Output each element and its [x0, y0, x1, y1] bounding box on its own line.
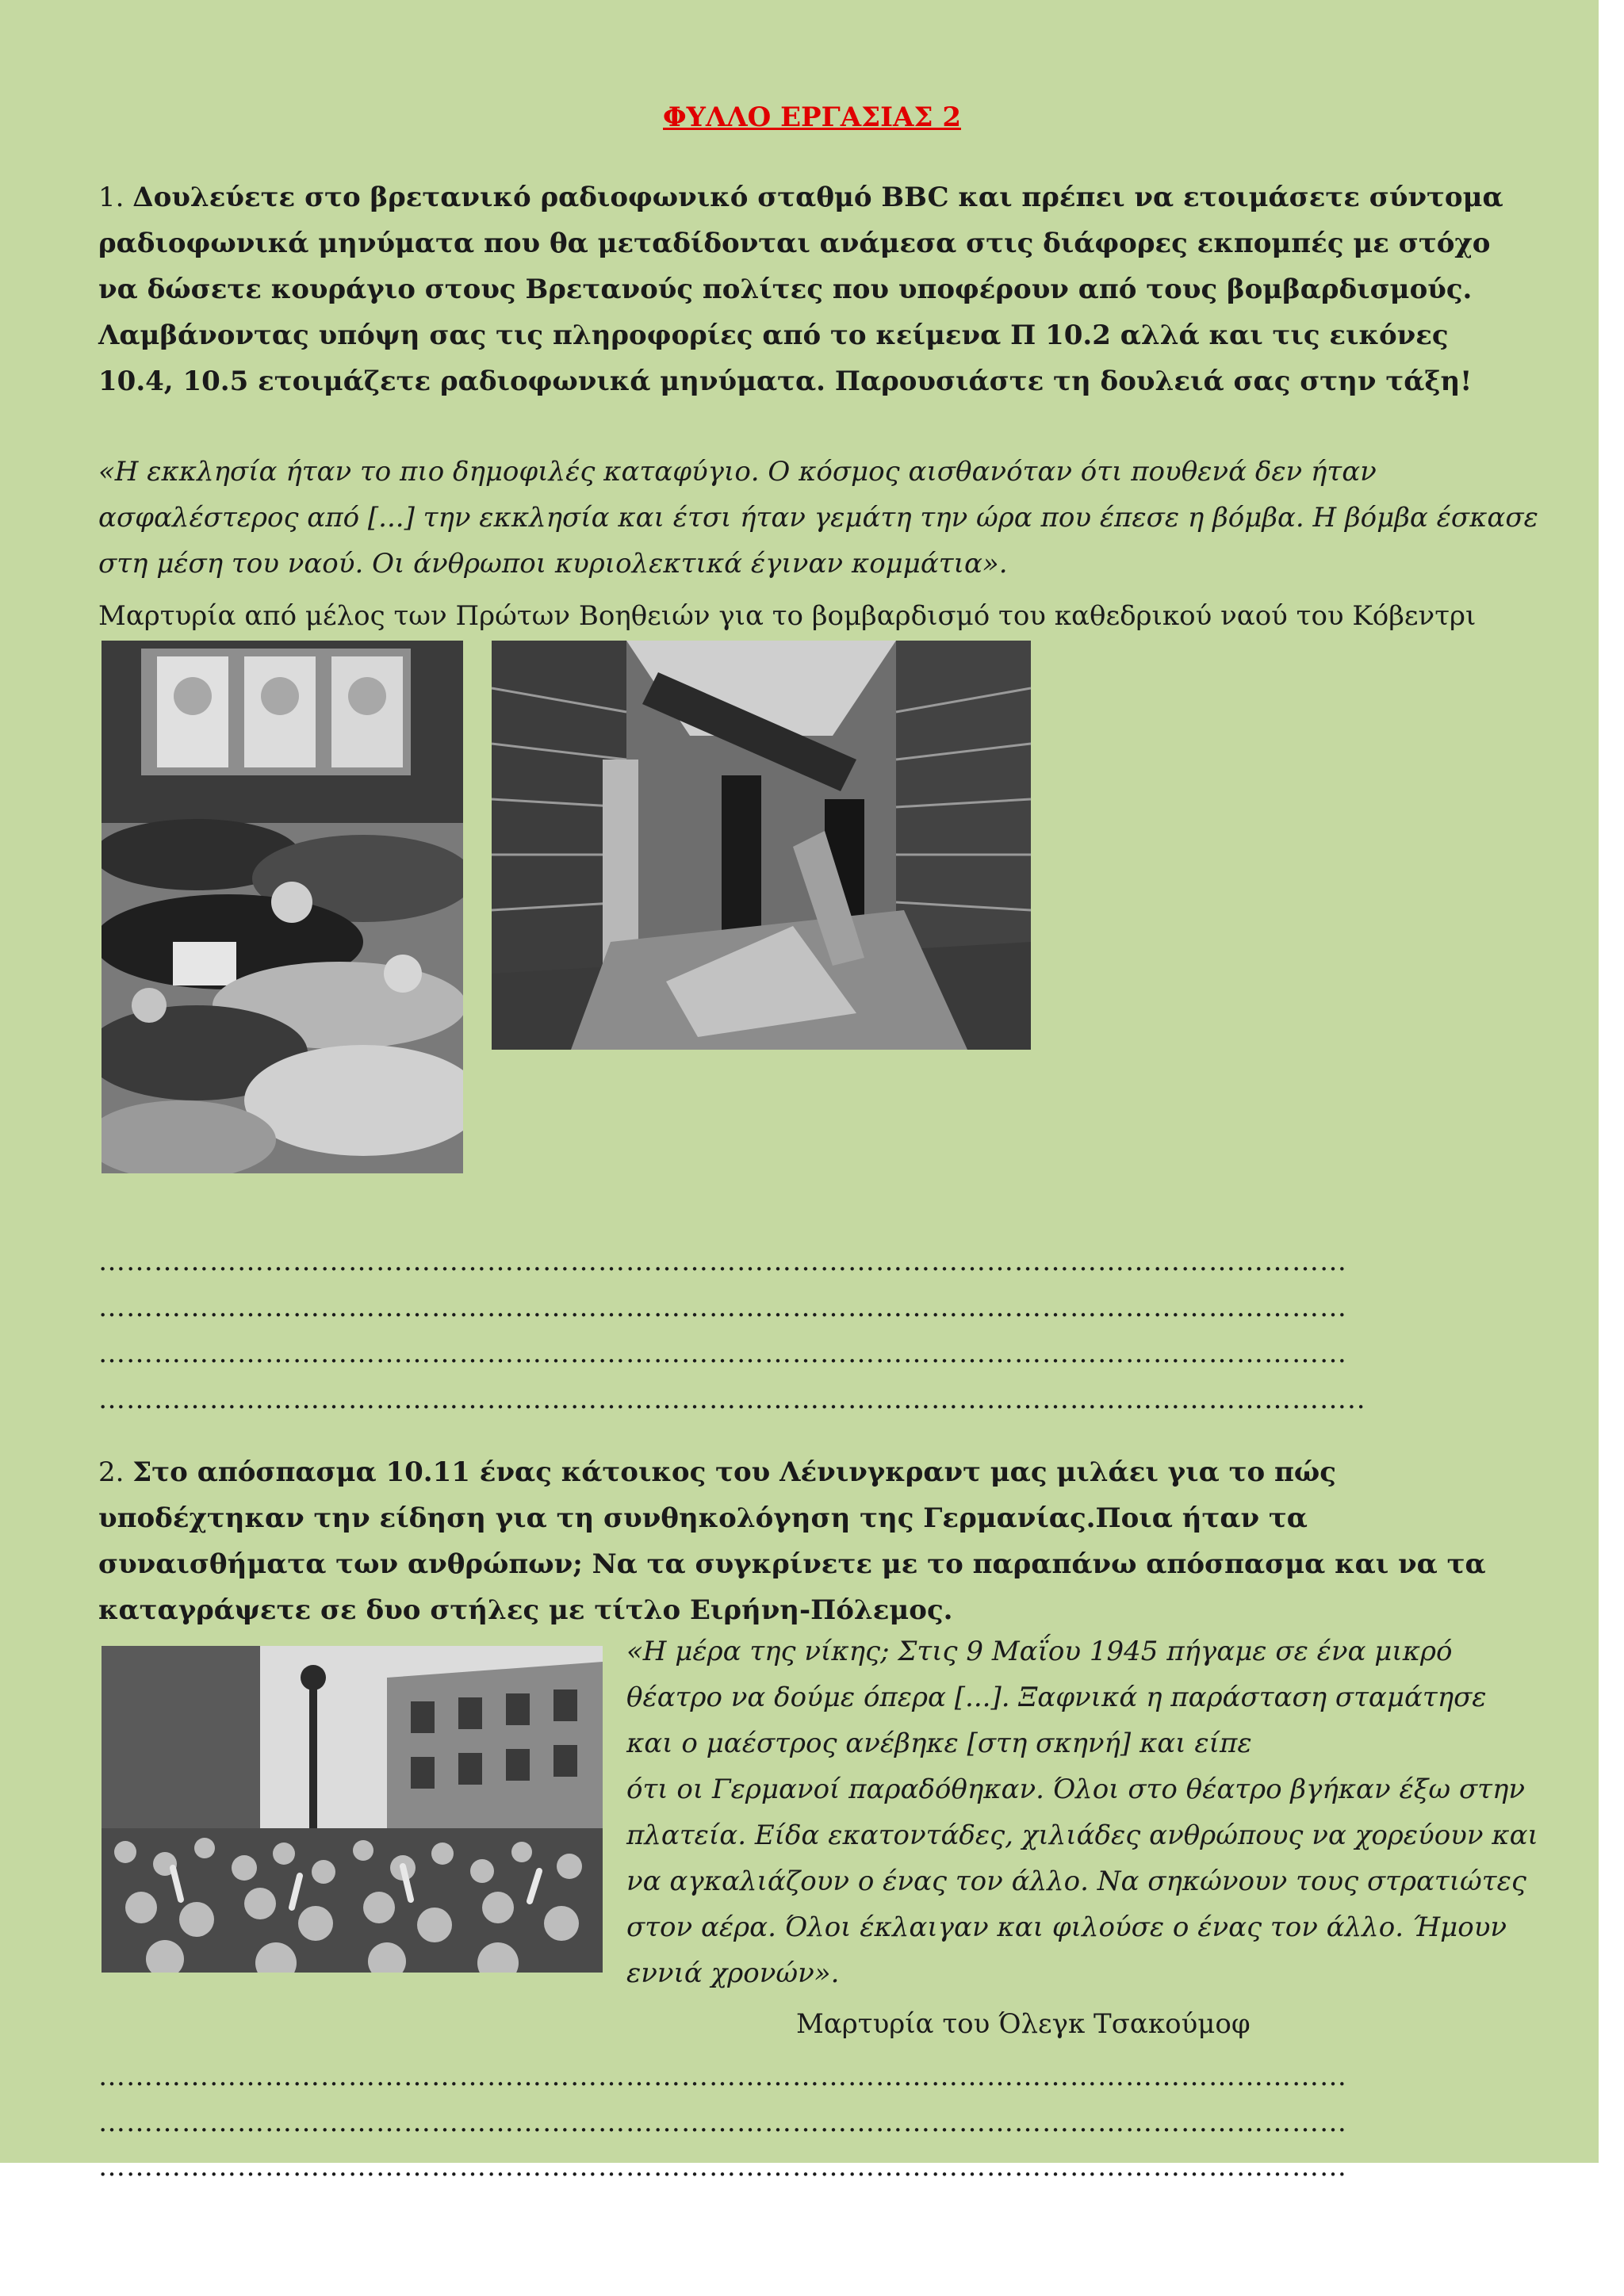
quote-leningrad-part-2: ότι οι Γερμανοί παραδόθηκαν. Όλοι στο θέατρο βγήκαν έξω στην πλατεία. Είδα εκατοντάδες, χιλιάδες ανθρώπους να χορεύουν και να αγκαλιάζουν ο ένας τον άλλο. Να σηκώνουν τους στρατιώτες στον αέρα. Όλοι έκλαιγαν και φιλούσε ο ένας τον άλλο. Ήμουν εννιά χρονών». — [626, 1774, 1538, 1989]
answer-line-3[interactable]: ……………………………………………………………………………………………………………………… — [98, 1337, 1347, 1369]
victory-crowd-photo — [102, 1646, 603, 1973]
question-1-text: Δουλεύετε στο βρετανικό ραδιοφωνικό σταθμό BBC και πρέπει να ετοιμάσετε σύντομα ραδιοφωνικά μηνύματα που θα μεταδίδονται ανάμεσα στις διάφορες εκπομπές με στόχο να δώσετε κουράγιο στους Βρετανούς πολίτες που υποφέρουν από τους βομβαρδισμούς. Λαμβάνοντας υπόψη σας τις πληροφορίες από το κείμενα Π 10.2 αλλά και τις εικόνες 10.4, 10.5 ετοιμάζετε ραδιοφωνικά μηνύματα. Παρουσιάστε τη δουλειά σας στην τάξη! — [98, 182, 1503, 397]
question-1-number: 1. — [98, 182, 124, 213]
worksheet-title: ΦΥΛΛΟ ΕΡΓΑΣΙΑΣ 2 — [663, 101, 961, 133]
quote-leningrad — [626, 1628, 1538, 1996]
answer-line-1[interactable]: ……………………………………………………………………………………………………………………… — [98, 1246, 1347, 1277]
question-2 — [98, 1449, 1526, 1633]
question-1 — [98, 174, 1526, 404]
quote-coventry-source: Μαρτυρία από μέλος των Πρώτων Βοηθειών για το βομβαρδισμό του καθεδρικού ναού του Κόβεντρι — [98, 600, 1477, 632]
bombed-library-photo — [492, 641, 1031, 1050]
quote-leningrad-part-1: «Η μέρα της νίκης; Στις 9 Μαΐου 1945 πήγαμε σε ένα μικρό θέατρο να δούμε όπερα [...]. Ξαφνικά η παράσταση σταμάτησε και ο μαέστρος ανέβηκε [στη σκηνή] και είπε — [626, 1636, 1487, 1759]
answer-line-2[interactable]: ……………………………………………………………………………………………………………………… — [98, 1292, 1347, 1323]
quote-coventry: «Η εκκλησία ήταν το πιο δημοφιλές καταφύγιο. Ο κόσμος αισθανόταν ότι πουθενά δεν ήταν ασφαλέστερος από [...] την εκκλησία και έτσι ήταν γεμάτη την ώρα που έπεσε η βόμβα. Η βόμβα έσκασε στη μέση του ναού. Οι άνθρωποι κυριολεκτικά έγιναν κομμάτια». — [98, 456, 1538, 580]
answer-line-4[interactable]: ……………………………………………………………………………………………………………………….. — [98, 1383, 1366, 1415]
answer-line-6[interactable]: ……………………………………………………………………………………………………………………… — [98, 2107, 1347, 2138]
quote-leningrad-source: Μαρτυρία του Όλεγκ Τσακούμοφ — [796, 2008, 1251, 2040]
shelter-photo — [102, 641, 463, 1173]
answer-line-7[interactable]: ……………………………………………………………………………………………………………………… — [98, 2151, 1347, 2183]
answer-line-5[interactable]: ……………………………………………………………………………………………………………………… — [98, 2061, 1347, 2092]
question-2-text: Στο απόσπασμα 10.11 ένας κάτοικος του Λένινγκραντ μας μιλάει για το πώς υποδέχτηκαν την είδηση για τη συνθηκολόγηση της Γερμανίας.Ποια ήταν τα συναισθήματα των ανθρώπων; Να τα συγκρίνετε με το παραπάνω απόσπασμα και να τα καταγράψετε σε δυο στήλες με τίτλο Ειρήνη-Πόλεμος. — [98, 1456, 1486, 1626]
question-2-number: 2. — [98, 1456, 124, 1488]
